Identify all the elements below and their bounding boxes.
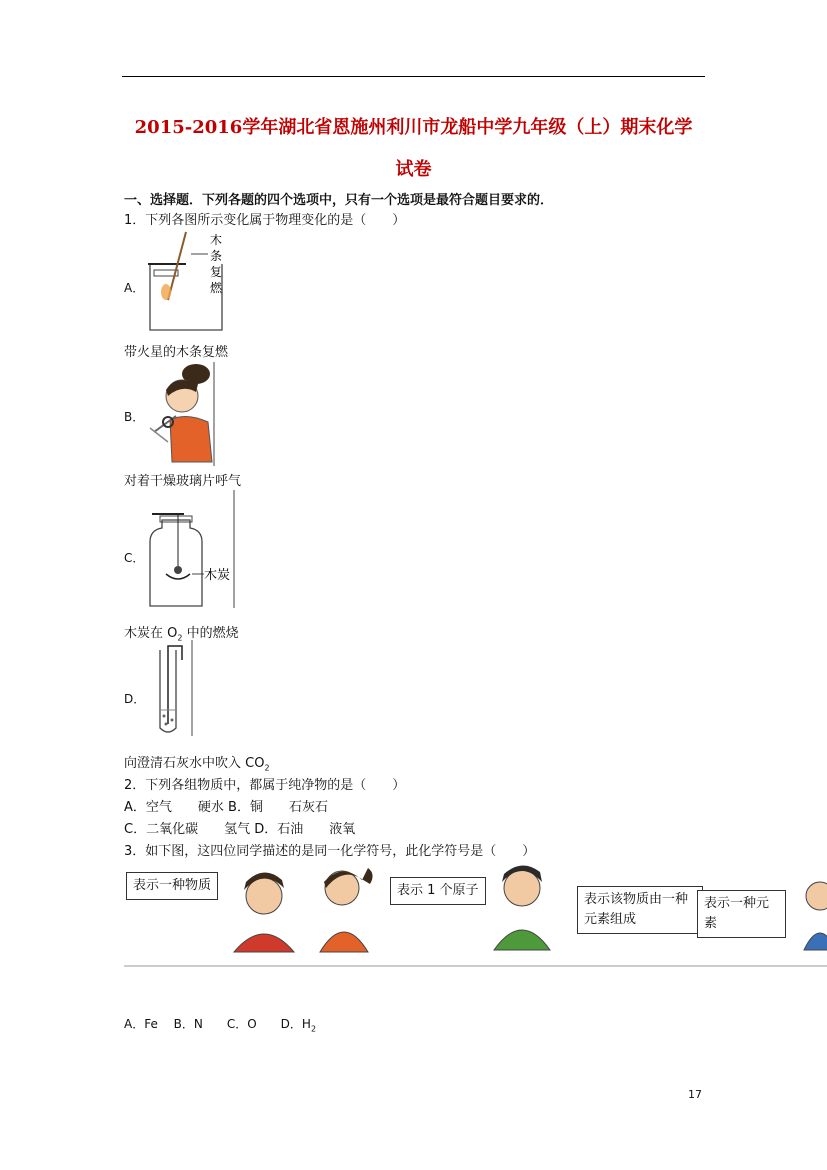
q1-stem: 1．下列各图所示变化属于物理变化的是（ ） — [124, 213, 406, 228]
q1-figure-a — [146, 230, 228, 334]
q3-answers — [124, 1015, 316, 1033]
caption-c-sub: 2 — [177, 633, 183, 643]
figure-c-label: 木炭 — [204, 568, 231, 583]
caption-c-post: 中的燃烧 — [182, 626, 239, 641]
header-rule — [122, 76, 705, 77]
figure-a-label-1: 木 — [210, 233, 223, 247]
q3-bubble-4: 表示一种元素 — [697, 890, 786, 938]
caption-d-pre: 向澄清石灰水中吹入 CO — [124, 756, 265, 771]
page-number: 17 — [688, 1088, 702, 1101]
q2-line-ab: A．空气 硬水 B．铜 石灰石 — [124, 800, 328, 815]
q1-option-a-caption: 带火星的木条复燃 — [124, 345, 229, 360]
q3-answers-pre: A．Fe B．N C．O D．H — [124, 1017, 311, 1031]
q3-bubble-1: 表示一种物质 — [126, 872, 218, 900]
section-heading: 一、选择题．下列各题的四个选项中，只有一个选项是最符合题目要求的． — [124, 193, 554, 208]
q2-stem: 2．下列各组物质中，都属于纯净物的是（ ） — [124, 778, 406, 793]
q1-option-a-letter: A． — [124, 281, 145, 295]
q3-bubble-2: 表示 1 个原子 — [390, 877, 486, 905]
figure-a-label-4: 燃 — [210, 281, 223, 295]
caption-d-sub: 2 — [264, 763, 270, 773]
q1-figure-d — [146, 640, 196, 740]
q1-option-b-caption: 对着干燥玻璃片呼气 — [124, 474, 242, 489]
q1-figure-b — [146, 362, 218, 466]
q3-answers-sub: 2 — [310, 1024, 317, 1034]
figure-a-label-2: 条 — [210, 249, 223, 263]
caption-c-pre: 木炭在 O — [124, 626, 178, 641]
q3-bubble-3: 表示该物质由一种元素组成 — [577, 886, 703, 934]
q1-option-d-caption — [124, 752, 270, 773]
q1-option-b-letter: B． — [124, 410, 145, 424]
page-title-cont: 试卷 — [395, 159, 432, 180]
q1-option-c-letter: C． — [124, 551, 145, 565]
q2-line-cd: C．二氧化碳 氢气 D．石油 液氧 — [124, 822, 356, 837]
q1-figure-c — [146, 490, 238, 610]
figure-a-label-3: 复 — [210, 265, 223, 279]
q1-option-d-letter: D． — [124, 692, 146, 706]
page-title: 2015-2016学年湖北省恩施州利川市龙船中学九年级（上）期末化学 — [134, 117, 693, 138]
q3-stem: 3．如下图，这四位同学描述的是同一化学符号，此化学符号是（ ） — [124, 844, 536, 859]
